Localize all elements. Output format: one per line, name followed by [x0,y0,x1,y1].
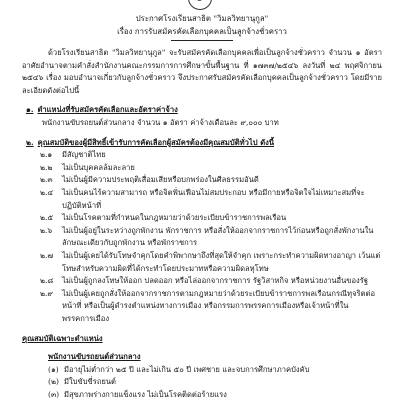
intro-paragraph: ด้วยโรงเรียนสาธิต "วิมลวิทยานุกูล" จะรับสมัครคัดเลือกบุคคลเพื่อเป็นลูกจ้างชั่วคราว จำนวน ๑ อัตรา อาศัยอำนาจตามคำสั่งสำนักงานคณะกรรมการการศึกษาขั้นพื้นฐาน ที่ ๑๗๓๗/๒๕๔๖ ลงวันที่ ๒๔ พฤศจิกายน ๒๕๔๖ เรื่อง มอบอำนาจเกี่ยวกับลูกจ้างชั่วคราว จึงประกาศรับสมัครคัดเลือกบุคคลเป็นลูกจ้างชั่วคราว โดยมีรายละเอียดดังต่อไปนี้ [22,48,382,95]
list-item [22,275,382,288]
section-title-text: คุณสมบัติของผู้มีสิทธิ์เข้ารับการคัดเลือกผู้สมัครต้องมีคุณสมบัติทั่วไป ดังนี้ [37,137,275,147]
section-number: ๒. [26,137,34,147]
item-text: มีสุขภาพร่างกายแข็งแรง ไม่เป็นโรคติดต่อร้ายแรง [64,389,227,399]
list-item [22,149,382,162]
item-text: ไม่เป็นผู้ถูกลงโทษให้ออก ปลดออก หรือไล่ออกจากราชการ รัฐวิสาหกิจ หรือหน่วยงานอื่นของรัฐ [62,276,369,286]
announcement-title: ประกาศโรงเรียนสาธิต "วิมลวิทยานุกูล" [135,14,269,23]
list-item [22,376,382,389]
item-number: ๒.๑ [40,150,53,160]
specific-position-name: พนักงานขับรถยนต์ส่วนกลาง [48,352,141,362]
item-number: ๒.๗ [40,250,54,260]
specific-qualifications-title: คุณสมบัติเฉพาะตำแหน่ง [22,334,103,344]
item-text: ไม่เป็นบุคคลล้มละลาย [62,162,135,172]
item-number: ๒.๘ [40,276,54,286]
section-qualifications [22,137,382,326]
item-text: ไม่เป็นผู้เคยได้รับโทษจำคุกโดยคำพิพากษาถึงที่สุดให้จำคุก เพราะกระทำความผิดทางอาญา เว้นแต่โทษสำหรับความผิดที่ได้กระทำโดยประมาทหรือความผิดลหุโทษ [62,250,381,273]
item-text: ไม่เป็นผู้เคยถูกสั่งให้ออกจากราชการตามกฎหมายว่าด้วยระเบียบข้าราชการพลเรือนกรณีทุจริตต่อหน้าที่ หรือเป็นผู้ดำรงตำแหน่งทางการเมือง หรือกรรมการพรรคการเมืองหรือเจ้าหน้าที่ในพรรคการเมือง [62,288,376,323]
section-position-title [22,104,382,117]
section-position-body: พนักงานขับรถยนต์ส่วนกลาง จำนวน ๑ อัตรา ค่าจ้างเดือนละ ๙,๐๐๐ บาท [42,117,279,127]
section-qualifications-title [22,137,382,150]
list-item [22,250,382,275]
list-item [22,174,382,187]
item-number: (๓) [48,389,60,399]
item-text: ไม่เป็นคนไร้ความสามารถ หรือจิตฟั่นเฟือนไม่สมประกอบ หรือมีกายหรือจิตใจไม่เหมาะสมที่จะปฏิบัติหน้าที่ [62,187,365,210]
section-title-text: ตำแหน่งที่รับสมัครคัดเลือกและอัตราค่าจ้าง [37,105,178,115]
item-text: ไม่เป็นผู้มีความประพฤติเสื่อมเสียหรือบกพร่องในศีลธรรมอันดี [62,175,259,185]
item-number: ๒.๔ [40,187,54,197]
list-item [22,288,382,326]
announcement-subject: เรื่อง การรับสมัครคัดเลือกบุคคลเป็นลูกจ้างชั่วคราว [117,27,287,36]
item-number: (๑) [48,364,59,374]
item-number: (๒) [48,377,59,387]
item-text: มีใบขับขี่รถยนต์ [64,377,116,387]
list-item [22,187,382,212]
item-number: ๒.๓ [40,175,53,185]
list-item [22,389,382,401]
list-item [22,162,382,175]
section-number: ๑. [26,105,34,115]
list-item [22,225,382,250]
item-number: ๒.๒ [40,162,53,172]
item-text: มีอายุไม่ต่ำกว่า ๒๕ ปี และไม่เกิน ๕๐ ปี เพศชาย และจบการศึกษาภาคบังคับ [64,364,310,374]
item-text: ไม่เป็นผู้อยู่ในระหว่างถูกพักงาน พักราชการ หรือสั่งให้ออกจากราชการไว้ก่อนหรือถูกสั่งพักงานในลักษณะเดียวกับถูกพักงาน หรือพักราชการ [62,225,374,248]
item-number: ๒.๖ [40,225,53,235]
section-position [22,104,382,129]
header-divider [171,40,233,41]
item-text: มีสัญชาติไทย [62,150,106,160]
item-text: ไม่เป็นโรคตามที่กำหนดในกฎหมายว่าด้วยระเบียบข้าราชการพลเรือน [62,213,287,223]
list-item [22,364,382,377]
item-number: ๒.๙ [40,288,53,298]
list-item [22,212,382,225]
item-number: ๒.๕ [40,213,54,223]
